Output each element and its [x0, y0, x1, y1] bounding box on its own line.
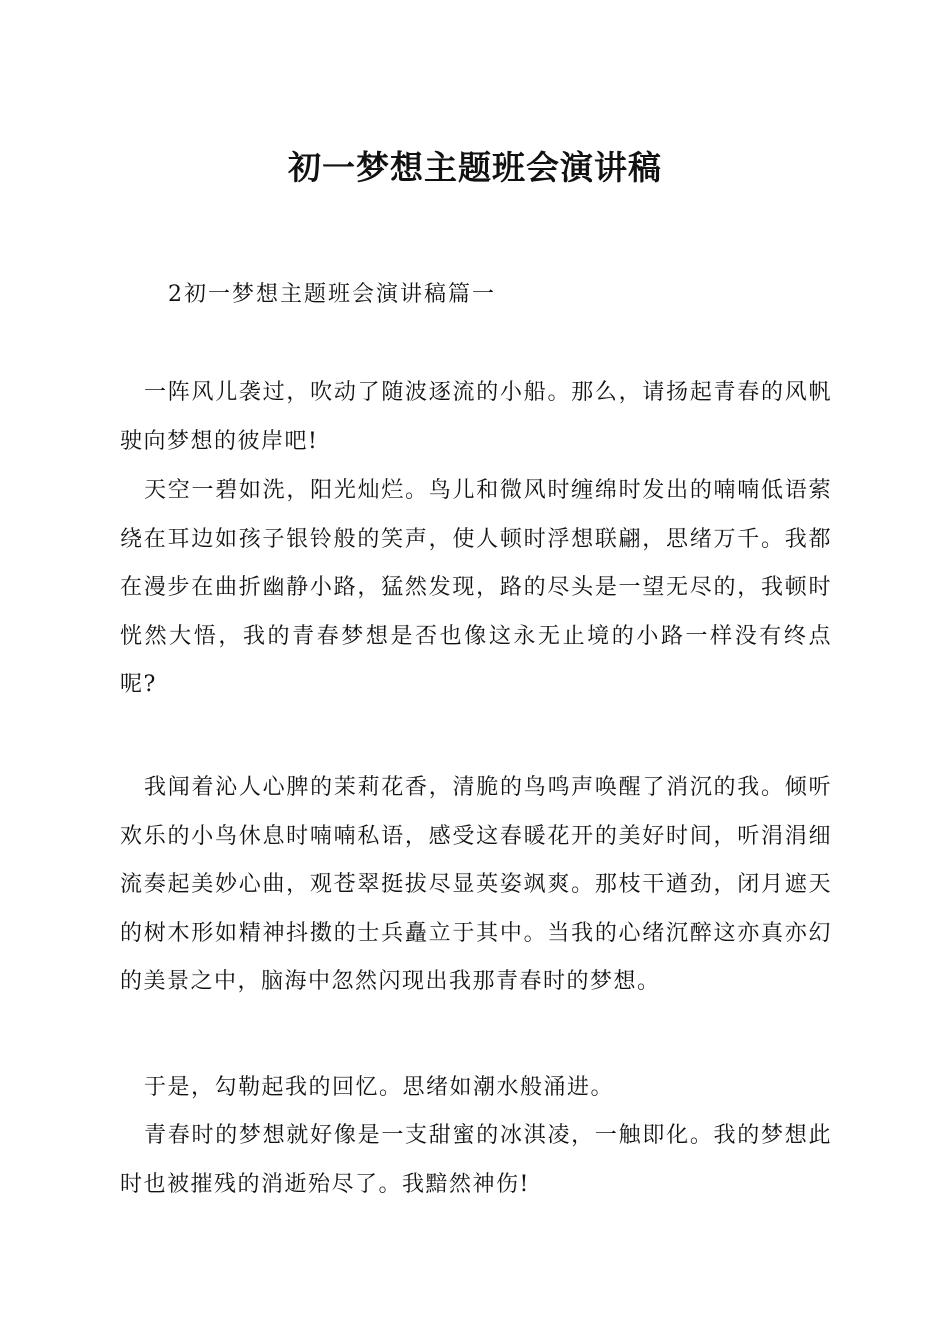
section-heading: 2初一梦想主题班会演讲稿篇一 [168, 282, 496, 307]
paragraph-4: 于是，勾勒起我的回忆。思绪如潮水般涌进。 [144, 1075, 615, 1100]
paragraph-1: 一阵风儿袭过，吹动了随波逐流的小船。那么，请扬起青春的风帆驶向梦想的彼岸吧! [120, 380, 832, 454]
paragraph-5: 青春时的梦想就好像是一支甜蜜的冰淇凌，一触即化。我的梦想此时也被摧残的消逝殆尽了。我黯然神伤! [120, 1123, 832, 1197]
paragraph-3: 我闻着沁人心脾的茉莉花香，清脆的鸟鸣声唤醒了消沉的我。倾听欢乐的小鸟休息时喃喃私语，感受这春暖花开的美好时间，听涓涓细流奏起美妙心曲，观苍翠挺拔尽显英姿飒爽。那枝干遒劲，闭月遮天的树木形如精神抖擞的士兵矗立于其中。当我的心绪沉醉这亦真亦幻的美景之中，脑海中忽然闪现出我那青春时的梦想。 [120, 775, 832, 994]
paragraph-2: 天空一碧如洗，阳光灿烂。鸟儿和微风时缠绵时发出的喃喃低语萦绕在耳边如孩子银铃般的笑声，使人顿时浮想联翩，思绪万千。我都在漫步在曲折幽静小路，猛然发现，路的尽头是一望无尽的，我顿时恍然大悟，我的青春梦想是否也像这永无止境的小路一样没有终点呢? [120, 478, 832, 697]
document-title: 初一梦想主题班会演讲稿 [288, 148, 662, 187]
